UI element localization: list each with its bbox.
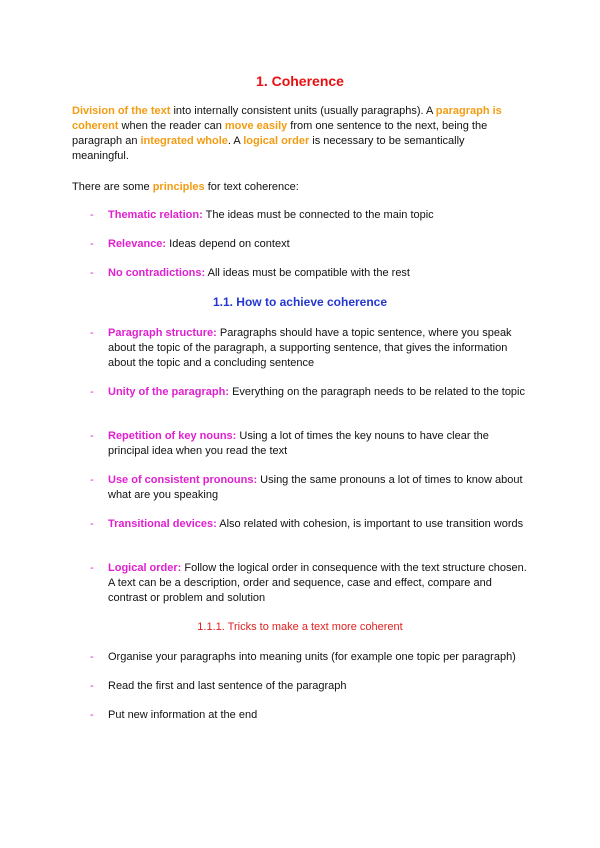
list-item-term: Unity of the paragraph: [108,386,230,398]
bullet-dash: - [90,327,94,339]
list-item-body: Paragraphs should have a topic sentence, where you speak about the topic of the paragraph, a supporting sentence, that gives the information about the topic and a concluding sentence [108,327,512,369]
bullet-dash: - [90,209,94,221]
bullet-dash: - [90,474,94,486]
list-item-text [108,385,528,400]
bullet-dash: - [90,518,94,530]
intro-text-1: into internally consistent units (usually paragraphs). A [170,105,436,117]
list-item-term: Transitional devices: [108,518,217,530]
intro-text-4: . A [227,135,244,147]
bullet-dash: - [90,430,94,442]
highlight-move-easily: move easily [224,120,288,132]
page-title: 1. Coherence [256,73,344,89]
list-item-body: Everything on the paragraph needs to be related to the topic [229,386,525,398]
list-item-text [108,517,528,532]
principles-text-before: There are some [72,181,153,193]
list-item-term: No contradictions: [108,267,206,279]
list-item-body: Follow the logical order in consequence with the text structure chosen. A text can be a description, order and sequence, case and effect, compare and contrast or problem and solution [108,562,527,604]
list-item-term: Repetition of key nouns: [108,430,237,442]
list-item-text: Read the first and last sentence of the paragraph [108,680,347,692]
subsection-heading: 1.1.1. Tricks to make a text more coherent [197,621,403,633]
highlight-logical-order: logical order [243,135,310,147]
list-item-text [108,561,528,606]
list-item-text [108,473,528,503]
list-item-text [108,237,528,252]
bullet-dash: - [90,651,94,663]
list-item-text: Put new information at the end [108,709,258,721]
list-item-body: All ideas must be compatible with the rest [205,267,410,279]
bullet-dash: - [90,386,94,398]
intro-paragraph [72,104,512,164]
list-item-text [108,266,528,281]
list-item-term: Thematic relation: [108,209,203,221]
list-item-term: Relevance: [108,238,167,250]
highlight-division: Division of the text [72,105,171,117]
highlight-principles: principles [152,181,205,193]
list-item-body: Using a lot of times the key nouns to have clear the principal idea when you read the text [108,430,489,457]
list-item-term: Paragraph structure: [108,327,217,339]
bullet-dash: - [90,709,94,721]
list-item-body: Using the same pronouns a lot of times to know about what are you speaking [108,474,523,501]
list-item-body: Ideas depend on context [166,238,290,250]
list-item-text [108,208,528,223]
list-item-text [108,326,528,371]
list-item-text: Organise your paragraphs into meaning units (for example one topic per paragraph) [108,651,516,663]
bullet-dash: - [90,562,94,574]
list-item-body: Also related with cohesion, is important to use transition words [216,518,524,530]
principles-text-after: for text coherence: [204,181,299,193]
list-item-body: The ideas must be connected to the main topic [202,209,434,221]
intro-text-5: is necessary to be semantically meaningful. [72,135,465,162]
highlight-integrated-whole: integrated whole [140,135,228,147]
bullet-dash: - [90,680,94,692]
bullet-dash: - [90,238,94,250]
intro-text-3: from one sentence to the next, being the paragraph an [72,120,488,147]
list-item-term: Use of consistent pronouns: [108,474,258,486]
list-item-term: Logical order: [108,562,182,574]
principles-intro [72,180,512,195]
section-heading: 1.1. How to achieve coherence [212,295,388,309]
bullet-dash: - [90,267,94,279]
list-item-text [108,429,528,459]
highlight-paragraph-coherent: paragraph is coherent [72,105,502,132]
intro-text-2: when the reader can [118,120,225,132]
